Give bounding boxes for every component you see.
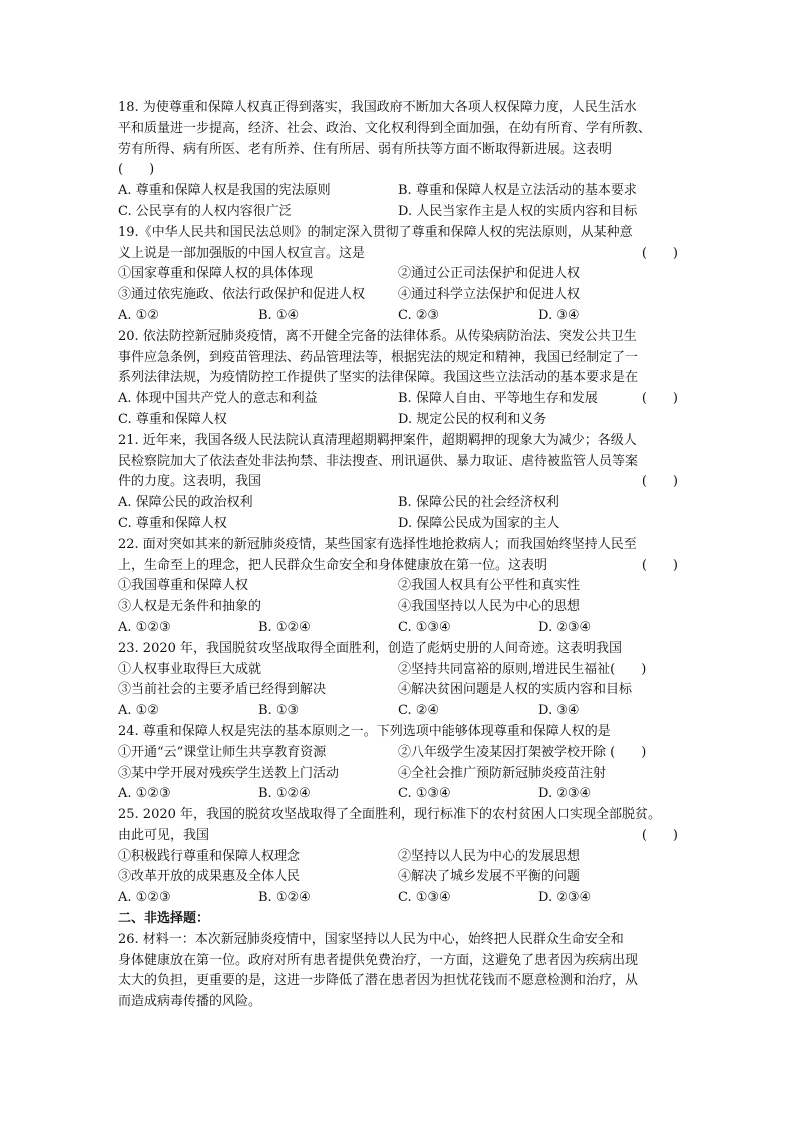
item: ③通过依宪施政、依法行政保护和促进人权 [118,287,366,303]
option-row [118,493,678,514]
choice-c: C. ①③④ [398,786,451,802]
item: ④我国坚持以人民为中心的思想 [398,599,581,615]
question-stem-line: 身体健康放在第一位。政府对所有患者提供免费治疗，一方面，这避免了患者因为疾病出现 [118,952,639,968]
item-row [118,660,678,681]
question-stem-line: 太大的负担，更重要的是，这进一步降低了潜在患者因为担忧花钱而不愿意检测和治疗，从 [118,973,639,989]
option-b: B. 保障公民的社会经济权利 [398,495,559,511]
choice-a: A. ①②③ [118,890,171,906]
item: ①开通“云”课堂让师生共享教育资源 [118,744,327,760]
option-b: B. 保障人自由、平等地生存和发展 [398,391,598,407]
option-row [118,202,678,223]
option-d: D. 保障公民成为国家的主人 [398,515,560,531]
item: ①人权事业取得巨大成就 [118,661,262,677]
question-stem-line: 19.《中华人民共和国民法总则》的制定深入贯彻了尊重和保障人权的宪法原则，从某种意 [118,224,633,240]
question-20 [118,327,678,431]
question-stem-line: 20. 依法防控新冠肺炎疫情，离不开健全完备的法律体系。从传染病防治法、突发公共卫生 [118,328,637,344]
choice-c: C. ②④ [398,703,440,719]
question-stem-line: 22. 面对突如其来的新冠肺炎疫情，某些国家有选择性地抢救病人；而我国始终坚持人民至 [118,536,637,552]
choice-d: D. ③④ [538,307,580,323]
choice-d: D. ③④ [538,703,580,719]
item: ②坚持共同富裕的原则,增进民生福祉( ) [398,661,647,677]
item: ①我国尊重和保障人权 [118,578,249,594]
choice-a: A. ①②③ [118,619,171,635]
question-stem-line: 事件应急条例，到疫苗管理法、药品管理法等，根据宪法的规定和精神，我国已经制定了一 [118,349,639,365]
answer-parentheses: ( ) [118,162,155,178]
choice-a: A. ①② [118,703,159,719]
answer-parentheses: ( ) [641,474,678,490]
item: ③人权是无条件和抽象的 [118,599,262,615]
question-stem-line: 21. 近年来，我国各级人民法院认真清理超期羁押案件，超期羁押的现象大为减少；各级人 [118,432,637,448]
question-stem-line: 上，生命至上的理念，把人民群众生命安全和身体健康放在第一位。这表明 ( ) [118,556,678,577]
choice-row [118,888,678,909]
item-row [118,264,678,285]
option-d: D. 人民当家作主是人权的实质内容和目标 [398,203,638,219]
item: ④全社会推广预防新冠肺炎疫苗注射 [398,765,607,781]
choice-c: C. ①③④ [398,890,451,906]
item: ①积极践行尊重和保障人权理念 [118,848,301,864]
choice-b: B. ①②④ [258,786,311,802]
exam-page [118,98,678,1013]
option-d: D. 规定公民的权利和义务 [398,411,547,427]
question-stem-line: 系列法律法规，为疫情防控工作提供了坚实的法律保障。我国这些立法活动的基本要求是在 [118,370,639,386]
option-c: C. 公民享有的人权内容很广泛 [118,203,292,219]
choice-d: D. ②③④ [538,890,592,906]
choice-b: B. ①④ [258,307,300,323]
choice-d: D. ②③④ [538,786,592,802]
question-stem-line: 而造成病毒传播的风险。 [118,994,262,1010]
choice-c: C. ②③ [398,307,440,323]
answer-parentheses: ( ) [641,391,678,407]
question-stem-line: 义上说是一部加强版的中国人权宣言。这是 ( ) [118,244,678,265]
choice-row [118,784,678,805]
question-18 [118,98,678,223]
option-a: A. 保障公民的政治权利 [118,495,253,511]
question-stem-line: 24. 尊重和保障人权是宪法的基本原则之一。下列选项中能够体现尊重和保障人权的是 [118,723,611,739]
question-stem-line: 平和质量进一步提高，经济、社会、政治、文化权利得到全面加强，在幼有所育、学有所教、 [118,120,652,136]
choice-b: B. ①②④ [258,619,311,635]
item: ②坚持以人民为中心的发展思想 [398,848,581,864]
item: ②通过公正司法保护和促进人权 [398,266,581,282]
item: ④通过科学立法保护和促进人权 [398,287,581,303]
item: ②我国人权具有公平性和真实性 [398,578,581,594]
choice-b: B. ①②④ [258,890,311,906]
choice-b: B. ①③ [258,703,300,719]
question-stem-line: 民检察院加大了依法查处非法拘禁、非法搜查、刑讯逼供、暴力取证、虐待被监管人员等案 [118,453,639,469]
question-25 [118,805,678,909]
question-stem-line: 26. 材料一：本次新冠肺炎疫情中，国家坚持以人民为中心，始终把人民群众生命安全和 [118,931,624,947]
item: ③改革开放的成果惠及全体人民 [118,869,301,885]
question-22 [118,535,678,639]
section-title: 二、非选择题： [118,911,210,927]
item-row [118,867,678,888]
answer-parentheses: ( ) [641,245,678,261]
choice-row [118,701,678,722]
option-row [118,514,678,535]
choice-row [118,618,678,639]
option-a: A. 尊重和保障人权是我国的宪法原则 [118,183,331,199]
question-stem-line: 劳有所得、病有所医、老有所养、住有所居、弱有所扶等方面不断取得新进展。这表明 [118,141,613,157]
question-stem-line: 件的力度。这表明，我国 ( ) [118,472,678,493]
choice-c: C. ①③④ [398,619,451,635]
option-a: A. 体现中国共产党人的意志和利益 [118,391,318,407]
item-row [118,764,678,785]
question-stem-line: 23. 2020 年，我国脱贫攻坚战取得全面胜利，创造了彪炳史册的人间奇迹。这表明我国 [118,640,623,656]
choice-a: A. ①②③ [118,786,171,802]
item: ①国家尊重和保障人权的具体体现 [118,266,314,282]
question-stem-line: 18. 为使尊重和保障人权真正得到落实，我国政府不断加大各项人权保障力度，人民生活水 [118,100,637,115]
option-row [118,389,678,410]
item-row [118,597,678,618]
item-row [118,285,678,306]
option-c: C. 尊重和保障人权 [118,515,227,531]
question-26 [118,930,678,1013]
option-row [118,181,678,202]
option-b: B. 尊重和保障人权是立法活动的基本要求 [398,183,637,199]
item: ③当前社会的主要矛盾已经得到解决 [118,682,327,698]
item: ②八年级学生凌某因打架被学校开除 ( ) [398,744,647,760]
answer-parentheses: ( ) [641,827,678,843]
question-19 [118,223,678,327]
choice-a: A. ①② [118,307,159,323]
item-row [118,680,678,701]
question-stem-line: 25. 2020 年，我国的脱贫攻坚战取得了全面胜利，现行标准下的农村贫困人口实现全部脱贫。 [118,807,662,823]
item-row [118,576,678,597]
choice-d: D. ②③④ [538,619,592,635]
item: ④解决了城乡发展不平衡的问题 [398,869,581,885]
question-24 [118,722,678,805]
item: ④解决贫困问题是人权的实质内容和目标 [398,682,633,698]
question-23 [118,639,678,722]
question-21 [118,431,678,535]
item-row [118,743,678,764]
option-row [118,410,678,431]
option-c: C. 尊重和保障人权 [118,411,227,427]
answer-parentheses: ( ) [641,557,678,573]
choice-row [118,306,678,327]
question-stem-line: 由此可见，我国 ( ) [118,826,678,847]
item-row [118,847,678,868]
item: ③某中学开展对残疾学生送教上门活动 [118,765,340,781]
